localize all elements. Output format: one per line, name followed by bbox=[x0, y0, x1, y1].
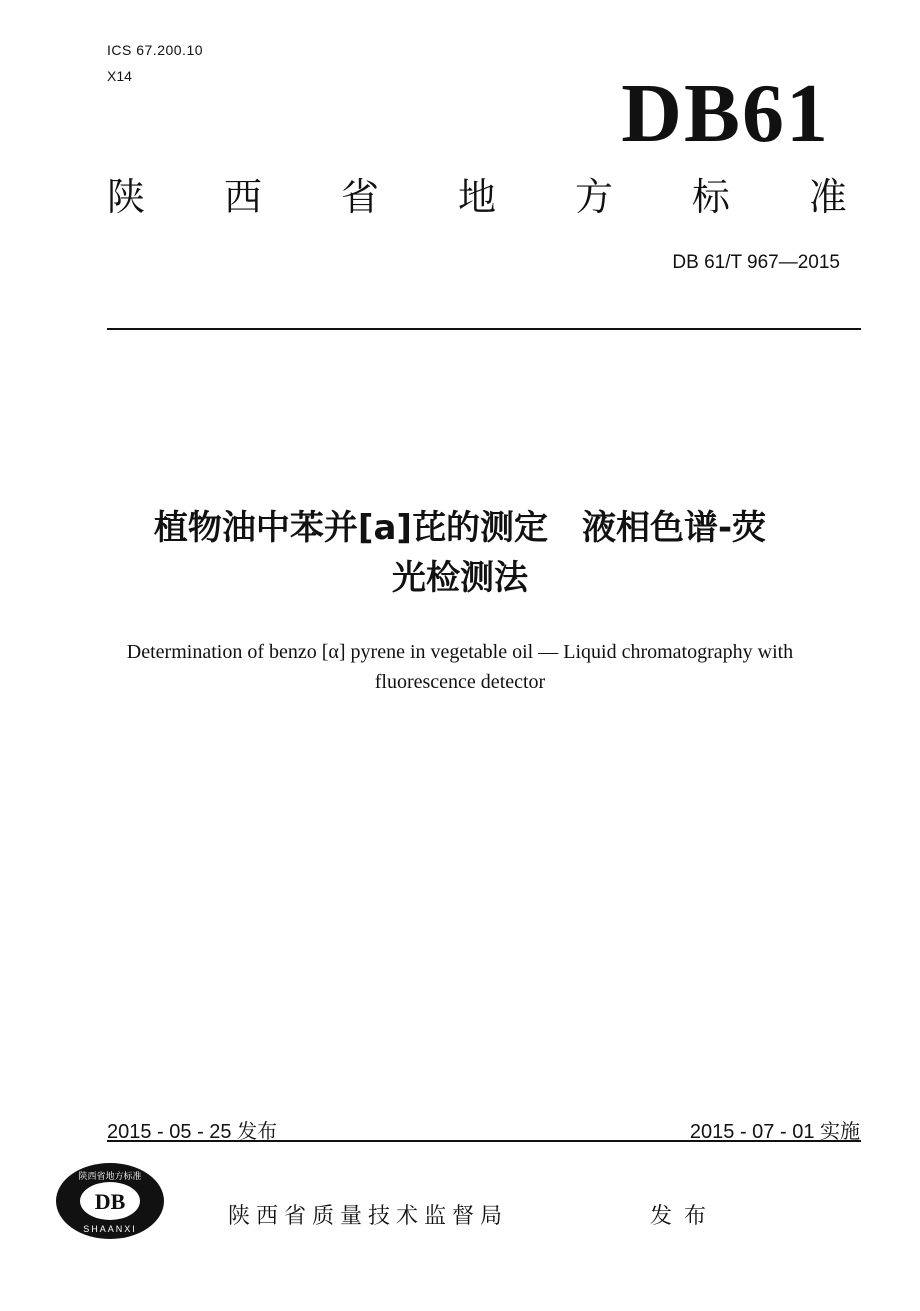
title-chinese-line: 光检测法 bbox=[392, 558, 528, 598]
ics-code: ICS 67.200.10 bbox=[107, 42, 204, 58]
seal-center-text: DB bbox=[94, 1189, 126, 1214]
title-english bbox=[60, 637, 860, 697]
implementation-date: 2015 - 07 - 01 实施 bbox=[689, 1121, 860, 1143]
publish-label: 发布 bbox=[650, 1204, 719, 1229]
seal-logo bbox=[55, 1162, 165, 1240]
seal-top-text: 陕西省地方标准 bbox=[78, 1172, 142, 1182]
standard-type-char: 地 bbox=[457, 175, 496, 219]
title-chinese bbox=[60, 503, 860, 603]
seal-bottom-text: SHAANXI bbox=[83, 1224, 137, 1234]
issuing-authority: 陕西省质量技术监督局 bbox=[228, 1204, 509, 1229]
bottom-divider bbox=[107, 1140, 861, 1142]
standard-type-char: 西 bbox=[223, 175, 262, 219]
top-divider bbox=[107, 328, 861, 330]
standard-type-char: 方 bbox=[574, 175, 613, 219]
title-chinese-line: 植物油中苯并[a]芘的测定 液相色谱-荧 bbox=[153, 508, 767, 548]
standard-type-char: 陕 bbox=[107, 175, 146, 219]
standard-number: DB 61/T 967—2015 bbox=[672, 252, 840, 273]
standard-type-heading bbox=[107, 175, 847, 219]
standard-type-char: 标 bbox=[691, 175, 730, 219]
issue-date: 2015 - 05 - 25 发布 bbox=[107, 1121, 278, 1143]
title-english-line: fluorescence detector bbox=[374, 671, 546, 693]
title-english-line: Determination of benzo [α] pyrene in vegetable oil — Liquid chromatography with bbox=[126, 641, 794, 663]
classification-code: X14 bbox=[107, 68, 132, 84]
brand-mark: DB61 bbox=[621, 67, 830, 160]
standard-type-char: 准 bbox=[808, 175, 847, 219]
standard-type-char: 省 bbox=[340, 175, 379, 219]
